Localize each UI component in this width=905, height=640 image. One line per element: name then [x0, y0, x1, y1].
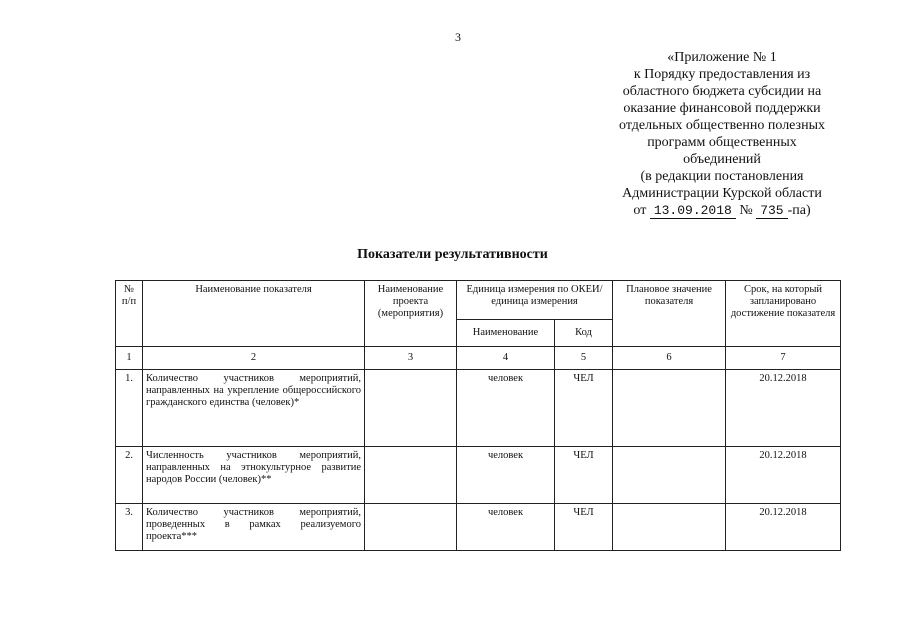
appendix-line: оказание финансовой поддержки — [623, 101, 821, 116]
table-row — [116, 504, 841, 551]
appendix-block — [604, 49, 840, 219]
row-unit-code: ЧЕЛ — [555, 504, 613, 551]
row-project — [365, 447, 457, 504]
appendix-line: отдельных общественно полезных — [619, 118, 825, 133]
column-number: 7 — [726, 347, 841, 370]
document-title: Показатели результативности — [357, 247, 548, 262]
header-unit: Единица измерения по ОКЕИ/единица измерения — [457, 281, 613, 320]
row-indicator: Количество участников мероприятий, направленных на укрепление общероссийского гражданского единства (человек)* — [143, 370, 365, 447]
header-num: № п/п — [116, 281, 143, 347]
decree-suffix: -па) — [787, 203, 811, 218]
row-project — [365, 504, 457, 551]
column-number: 3 — [365, 347, 457, 370]
table-row — [116, 447, 841, 504]
appendix-line: объединений — [683, 152, 761, 167]
appendix-line: «Приложение № 1 — [667, 50, 777, 65]
header-indicator: Наименование показателя — [143, 281, 365, 347]
row-num: 2. — [116, 447, 143, 504]
row-project — [365, 370, 457, 447]
appendix-line: к Порядку предоставления из — [633, 67, 811, 82]
row-deadline: 20.12.2018 — [726, 504, 841, 551]
row-num: 3. — [116, 504, 143, 551]
indicators-table — [115, 280, 841, 551]
column-number-row — [116, 347, 841, 370]
table-header-row — [116, 281, 841, 320]
appendix-line: программ общественных — [647, 135, 797, 150]
decree-date-line — [604, 202, 840, 219]
row-unit-name: человек — [457, 504, 555, 551]
appendix-line: областного бюджета субсидии на — [622, 84, 822, 99]
date-prefix: от — [633, 203, 647, 218]
number-prefix: № — [739, 203, 753, 218]
row-indicator: Количество участников мероприятий, проведенных в рамках реализуемого проекта*** — [143, 504, 365, 551]
appendix-line: Администрации Курской области — [622, 186, 822, 201]
row-planned — [613, 447, 726, 504]
row-unit-name: человек — [457, 447, 555, 504]
column-number: 5 — [555, 347, 613, 370]
table-row — [116, 370, 841, 447]
header-deadline: Срок, на который запланировано достижение показателя — [726, 281, 841, 347]
row-indicator: Численность участников мероприятий, направленных на этнокультурное развитие народов России (человек)** — [143, 447, 365, 504]
column-number: 2 — [143, 347, 365, 370]
column-number: 4 — [457, 347, 555, 370]
row-deadline: 20.12.2018 — [726, 447, 841, 504]
row-planned — [613, 504, 726, 551]
appendix-line: (в редакции постановления — [640, 169, 804, 184]
header-unit-code: Код — [555, 320, 613, 347]
row-unit-name: человек — [457, 370, 555, 447]
row-unit-code: ЧЕЛ — [555, 447, 613, 504]
header-project: Наименование проекта (мероприятия) — [365, 281, 457, 347]
row-num: 1. — [116, 370, 143, 447]
row-deadline: 20.12.2018 — [726, 370, 841, 447]
column-number: 1 — [116, 347, 143, 370]
page-number: 3 — [455, 30, 461, 44]
row-unit-code: ЧЕЛ — [555, 370, 613, 447]
column-number: 6 — [613, 347, 726, 370]
header-planned: Плановое значение показателя — [613, 281, 726, 347]
row-planned — [613, 370, 726, 447]
header-unit-name: Наименование — [457, 320, 555, 347]
decree-date: 13.09.2018 — [650, 203, 736, 219]
decree-number: 735 — [756, 203, 787, 219]
